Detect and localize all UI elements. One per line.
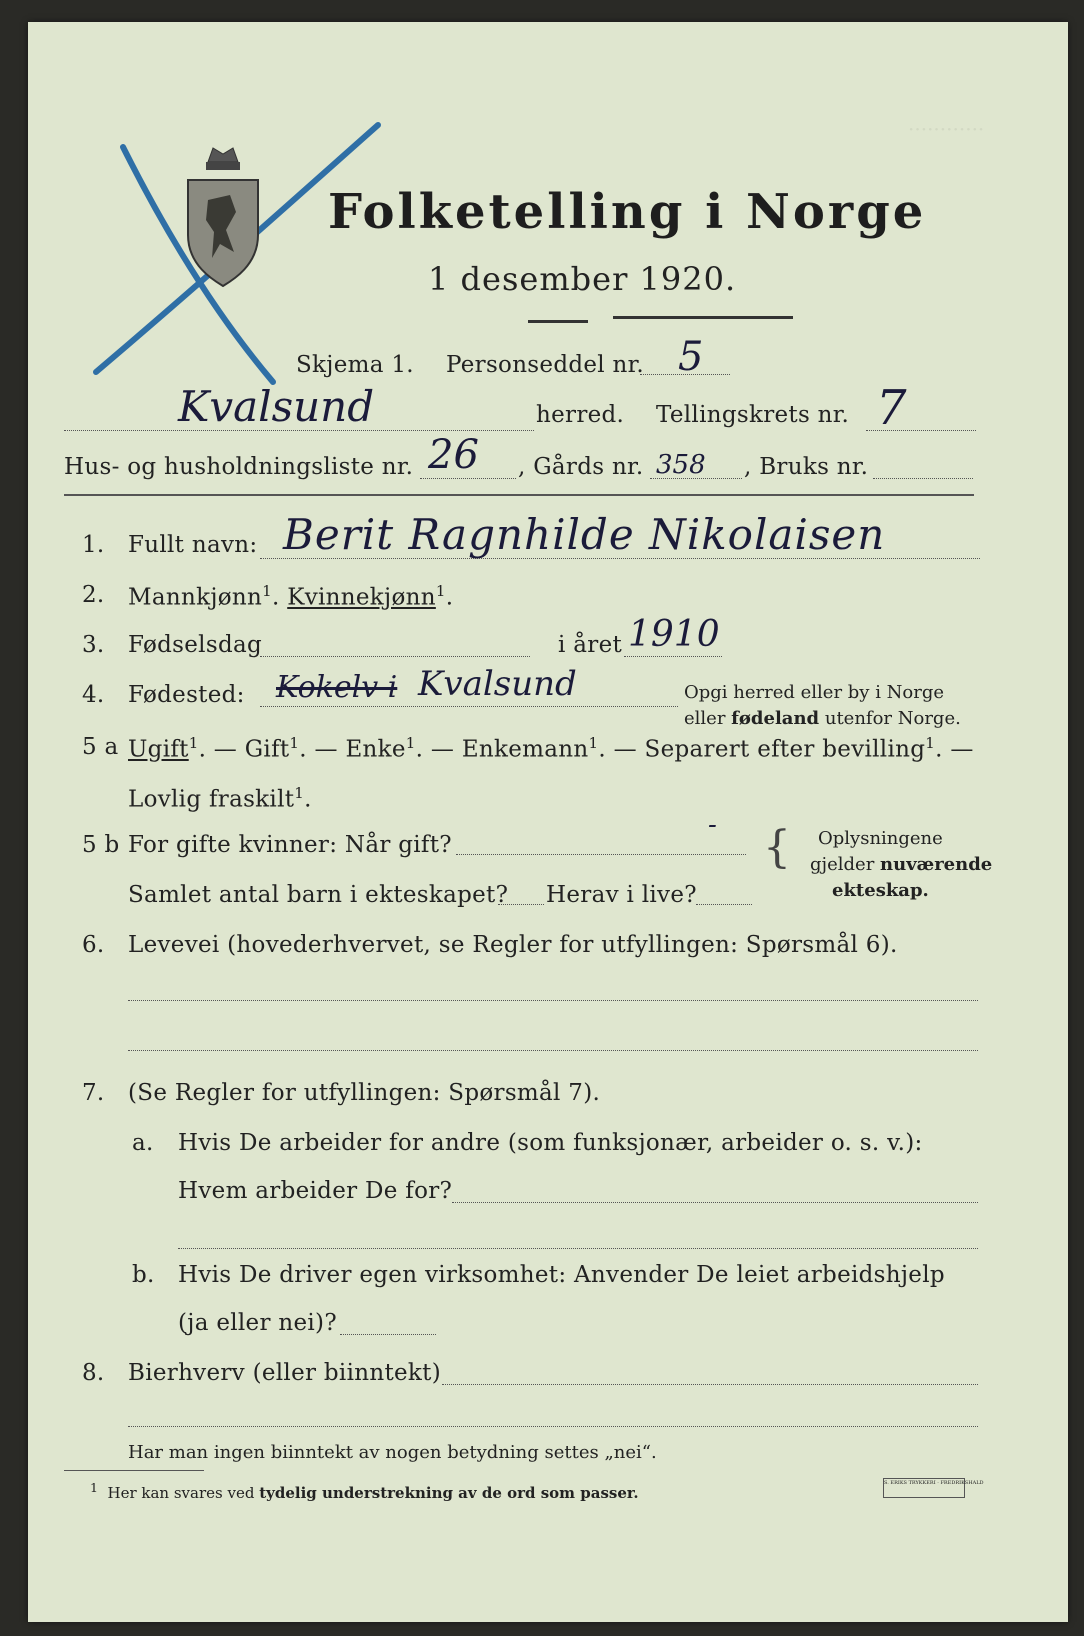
- q3-label: Fødselsdag: [128, 632, 263, 658]
- employer-line-1: [452, 1202, 978, 1203]
- option-mannkjonn[interactable]: Mannkjønn: [128, 584, 263, 611]
- q8-number: 8.: [82, 1360, 105, 1386]
- bleed-through: ············: [908, 117, 985, 141]
- personseddel-value[interactable]: 5: [678, 334, 704, 380]
- side-income-line-1: [442, 1384, 978, 1385]
- q7a-letter: a.: [132, 1130, 154, 1156]
- hus-label: Hus- og husholdningsliste nr.: [64, 454, 414, 480]
- q2-options: Mannkjønn$^1$. Kvinnekjønn$^1$.: [128, 582, 454, 611]
- children-line: [498, 904, 544, 905]
- married-when-line: [456, 854, 746, 855]
- q5b-note1: Oplysningene: [818, 828, 943, 849]
- birthplace-value[interactable]: Kvalsund: [418, 664, 577, 704]
- census-form-page: [28, 22, 1068, 1622]
- q6-label: Levevei (hovederhvervet, se Regler for utfyllingen: Spørsmål 6).: [128, 932, 898, 958]
- hus-line: [420, 478, 516, 479]
- option-gift[interactable]: Gift: [244, 736, 290, 763]
- q1-number: 1.: [82, 532, 105, 558]
- q4-number: 4.: [82, 682, 105, 708]
- q7-label: (Se Regler for utfyllingen: Spørsmål 7).: [128, 1080, 601, 1106]
- hired-help-line: [340, 1334, 436, 1335]
- married-when-value[interactable]: -: [708, 810, 717, 840]
- brace: {: [763, 822, 791, 873]
- printer-stamp: S. ERIKS TRYKKERI · FREDRIKSHALD: [883, 1478, 965, 1498]
- q3-year-label: i året: [558, 632, 623, 658]
- q5a-options: Ugift$^1$. — Gift$^1$. — Enke$^1$. — Enkemann$^1$. — Separert efter bevilling$^1$. —: [128, 734, 974, 763]
- alive-line: [696, 904, 752, 905]
- q5b-alive-label: Herav i live?: [546, 882, 697, 908]
- birth-year-value[interactable]: 1910: [628, 614, 720, 655]
- herred-value[interactable]: Kvalsund: [178, 382, 375, 431]
- q5b-number: 5 b: [82, 832, 120, 858]
- q7a-text: Hvis De arbeider for andre (som funksjonær, arbeider o. s. v.):: [178, 1130, 923, 1156]
- coat-of-arms-icon: [178, 140, 268, 290]
- side-income-note: Har man ingen biinntekt av nogen betydning settes „nei“.: [128, 1442, 657, 1463]
- form-title: Folketelling i Norge: [328, 184, 927, 240]
- option-kvinnekjonn[interactable]: Kvinnekjønn: [287, 584, 436, 611]
- side-income-line-2: [128, 1426, 978, 1427]
- option-fraskilt-wrap: Lovlig fraskilt$^1$.: [128, 784, 312, 813]
- q5b-children-label: Samlet antal barn i ekteskapet?: [128, 882, 509, 908]
- herred-line: [64, 430, 534, 431]
- q5b-label: For gifte kvinner: Når gift?: [128, 832, 452, 858]
- q7a-question: Hvem arbeider De for?: [178, 1178, 453, 1204]
- q5a-number: 5 a: [82, 734, 119, 760]
- tellingskrets-value[interactable]: 7: [876, 380, 907, 436]
- title-rule-right: [613, 316, 793, 319]
- personseddel-label: Personseddel nr.: [446, 352, 645, 378]
- occupation-line-1: [128, 1000, 978, 1001]
- gards-label: , Gårds nr.: [518, 454, 644, 480]
- option-enkemann[interactable]: Enkemann: [461, 736, 589, 763]
- birthday-line: [260, 656, 530, 657]
- q6-number: 6.: [82, 932, 105, 958]
- q7-number: 7.: [82, 1080, 105, 1106]
- skjema-label: Skjema 1.: [296, 352, 414, 378]
- bruks-label: , Bruks nr.: [744, 454, 869, 480]
- q4-note-line2: eller fødeland utenfor Norge.: [684, 708, 961, 729]
- q7b-letter: b.: [132, 1262, 155, 1288]
- q2-number: 2.: [82, 582, 105, 608]
- q7b-question: (ja eller nei)?: [178, 1310, 337, 1336]
- option-enke[interactable]: Enke: [345, 736, 406, 763]
- bruks-line: [873, 478, 973, 479]
- title-rule-left: [528, 320, 588, 323]
- gards-value[interactable]: 358: [656, 450, 706, 480]
- q1-label: Fullt navn:: [128, 532, 258, 558]
- birth-year-line: [624, 656, 722, 657]
- footnote: $^1$ Her kan svares ved tydelig understrekning av de ord som passer.: [90, 1480, 639, 1502]
- employer-line-2: [178, 1248, 978, 1249]
- q3-number: 3.: [82, 632, 105, 658]
- option-ugift[interactable]: Ugift: [128, 736, 189, 763]
- option-fraskilt[interactable]: Lovlig fraskilt: [128, 786, 295, 813]
- occupation-line-2: [128, 1050, 978, 1051]
- q8-label: Bierhverv (eller biinntekt): [128, 1360, 441, 1386]
- q7b-text: Hvis De driver egen virksomhet: Anvender De leiet arbeidshjelp: [178, 1262, 945, 1288]
- herred-label: herred.: [536, 402, 625, 428]
- birthplace-struck: Kokelv i: [276, 670, 398, 705]
- q4-note-line1: Opgi herred eller by i Norge: [684, 682, 945, 703]
- full-name-value[interactable]: Berit Ragnhilde Nikolaisen: [283, 510, 886, 559]
- header-divider: [64, 494, 974, 496]
- hus-value[interactable]: 26: [428, 432, 479, 478]
- footnote-rule: [64, 1470, 204, 1471]
- option-separert[interactable]: Separert efter bevilling: [644, 736, 926, 763]
- census-date: 1 desember 1920.: [428, 260, 737, 298]
- tellingskrets-label: Tellingskrets nr.: [656, 402, 850, 428]
- q5b-note3: ekteskap.: [832, 880, 929, 901]
- q4-label: Fødested:: [128, 682, 245, 708]
- birthplace-line: [260, 706, 678, 707]
- q5b-note2: gjelder nuværende: [810, 854, 993, 875]
